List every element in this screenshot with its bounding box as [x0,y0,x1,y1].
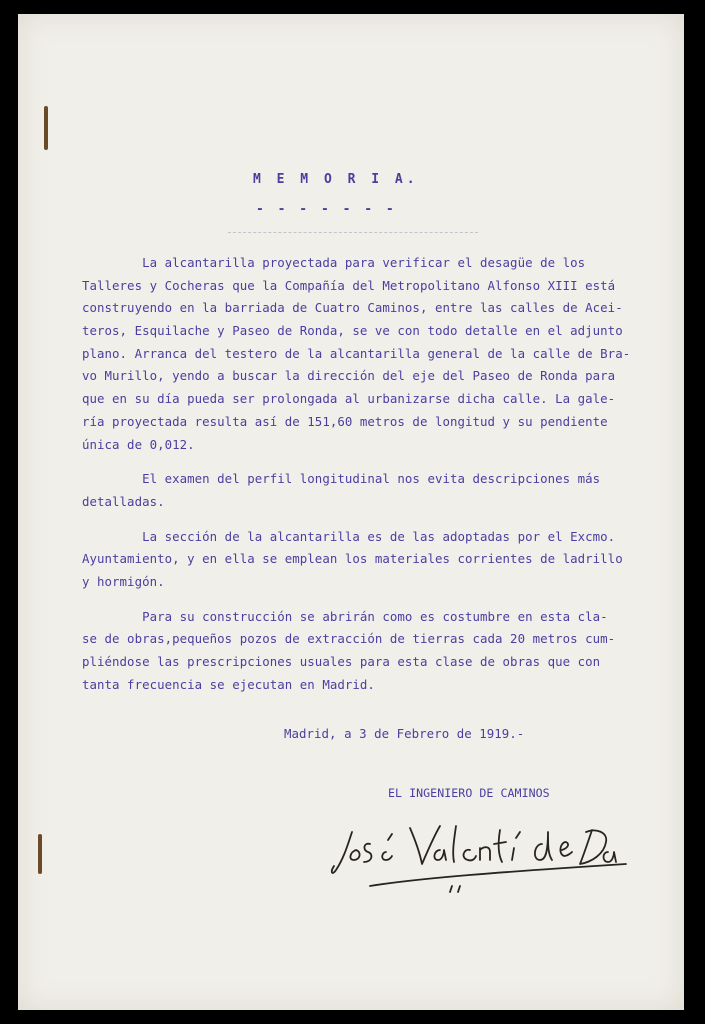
paragraph-gap [82,594,652,606]
document-page [18,14,684,1010]
body-line: teros, Esquilache y Paseo de Ronda, se ve con todo detalle en el adjunto [82,323,623,339]
body-line: Ayuntamiento, y en ella se emplean los materiales corrientes de ladrillo [82,551,623,567]
paragraph-gap [82,514,652,526]
faint-show-through-line [228,232,478,234]
body-line: El examen del perfil longitudinal nos evita descripciones más [82,471,601,487]
body-line: ría proyectada resulta así de 151,60 metros de longitud y su pendiente [82,413,608,429]
signatory-role: EL INGENIERO DE CAMINOS [388,786,550,800]
body-line: construyendo en la barriada de Cuatro Caminos, entre las calles de Acei- [82,300,623,316]
staple-bottom [38,834,42,874]
body-line: Talleres y Cocheras que la Compañía del Metropolitano Alfonso XIII está [82,277,616,293]
body-line: vo Murillo, yendo a buscar la dirección del eje del Paseo de Ronda para [82,368,616,384]
memo-body [82,252,652,696]
body-line: plano. Arranca del testero de la alcantarilla general de la calle de Bra- [82,345,631,361]
body-line: tanta frecuencia se ejecutan en Madrid. [82,676,375,692]
body-line: que en su día pueda ser prolongada al urbanizarse dicha calle. La gale- [82,391,616,407]
body-line: La sección de la alcantarilla es de las adoptadas por el Excmo. [82,528,616,544]
body-line: se de obras,pequeños pozos de extracción de tierras cada 20 metros cum- [82,631,616,647]
title-underline: - - - - - - - [256,202,397,217]
body-line: La alcantarilla proyectada para verificar el desagüe de los [82,255,586,270]
paragraph-gap [82,456,652,468]
body-line: Para su construcción se abrirán como es costumbre en esta cla- [82,608,608,624]
date-line: Madrid, a 3 de Febrero de 1919.- [284,726,525,741]
body-line: detalladas. [82,493,165,509]
body-line: única de 0,012. [82,436,195,452]
document-title: M E M O R I A. [253,172,419,187]
handwritten-signature [330,814,630,894]
staple-top [44,106,48,150]
body-line: pliéndose las prescripciones usuales para esta clase de obras que con [82,654,601,669]
body-line: y hormigón. [82,573,165,589]
